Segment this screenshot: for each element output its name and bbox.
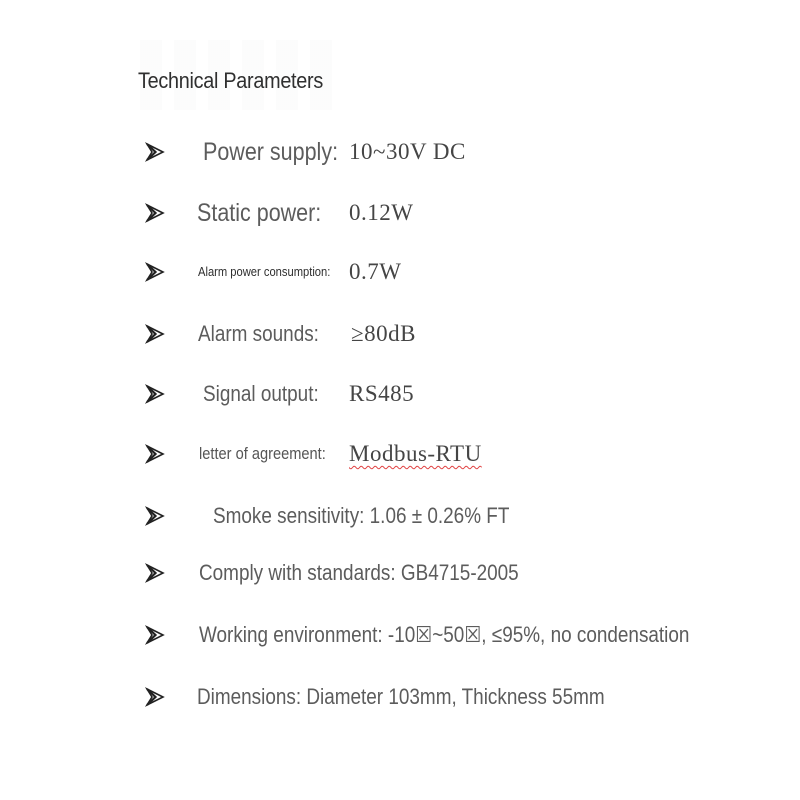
- parameter-value: Modbus-RTU: [349, 441, 482, 466]
- parameter-row-alarm-power: [0, 252, 800, 292]
- parameter-row-dimensions: [0, 677, 800, 717]
- parameter-value: RS485: [349, 381, 415, 406]
- parameter-value: 10~30V DC: [349, 139, 466, 164]
- parameter-row-power-supply: [0, 132, 800, 172]
- parameter-row-signal-output: [0, 374, 800, 414]
- parameter-value: 0.12W: [349, 200, 414, 225]
- parameter-row-smoke-sensitivity: [0, 496, 800, 536]
- parameter-text: Smoke sensitivity: 1.06 ± 0.26% FT: [213, 503, 510, 528]
- parameter-label: Alarm power consumption:: [198, 264, 331, 279]
- arrowhead-bullet-icon: [145, 444, 165, 464]
- parameter-row-static-power: [0, 193, 800, 233]
- arrowhead-bullet-icon: [145, 687, 165, 707]
- parameter-label: Alarm sounds:: [198, 321, 319, 346]
- parameter-label: Static power:: [197, 199, 322, 227]
- parameter-value: 0.7W: [349, 259, 402, 284]
- arrowhead-bullet-icon: [145, 384, 165, 404]
- arrowhead-bullet-icon: [145, 506, 165, 526]
- arrowhead-bullet-icon: [145, 142, 165, 162]
- parameter-value: ≥80dB: [351, 321, 416, 346]
- parameter-text: Dimensions: Diameter 103mm, Thickness 55mm: [197, 684, 605, 709]
- parameter-label: Signal output:: [203, 381, 319, 406]
- parameter-text: Working environment: -10☒~50☒, ≤95%, no condensation: [199, 622, 690, 647]
- arrowhead-bullet-icon: [145, 203, 165, 223]
- parameter-text: Comply with standards: GB4715-2005: [199, 560, 519, 585]
- arrowhead-bullet-icon: [145, 625, 165, 645]
- parameter-row-environment: [0, 615, 800, 655]
- page-title: Technical Parameters: [138, 68, 323, 93]
- parameter-row-protocol: [0, 434, 800, 474]
- parameter-row-alarm-sounds: [0, 314, 800, 354]
- arrowhead-bullet-icon: [145, 563, 165, 583]
- parameter-label: Power supply:: [203, 138, 339, 166]
- parameter-row-standards: [0, 553, 800, 593]
- arrowhead-bullet-icon: [145, 262, 165, 282]
- arrowhead-bullet-icon: [145, 324, 165, 344]
- parameter-label: letter of agreement:: [199, 444, 326, 463]
